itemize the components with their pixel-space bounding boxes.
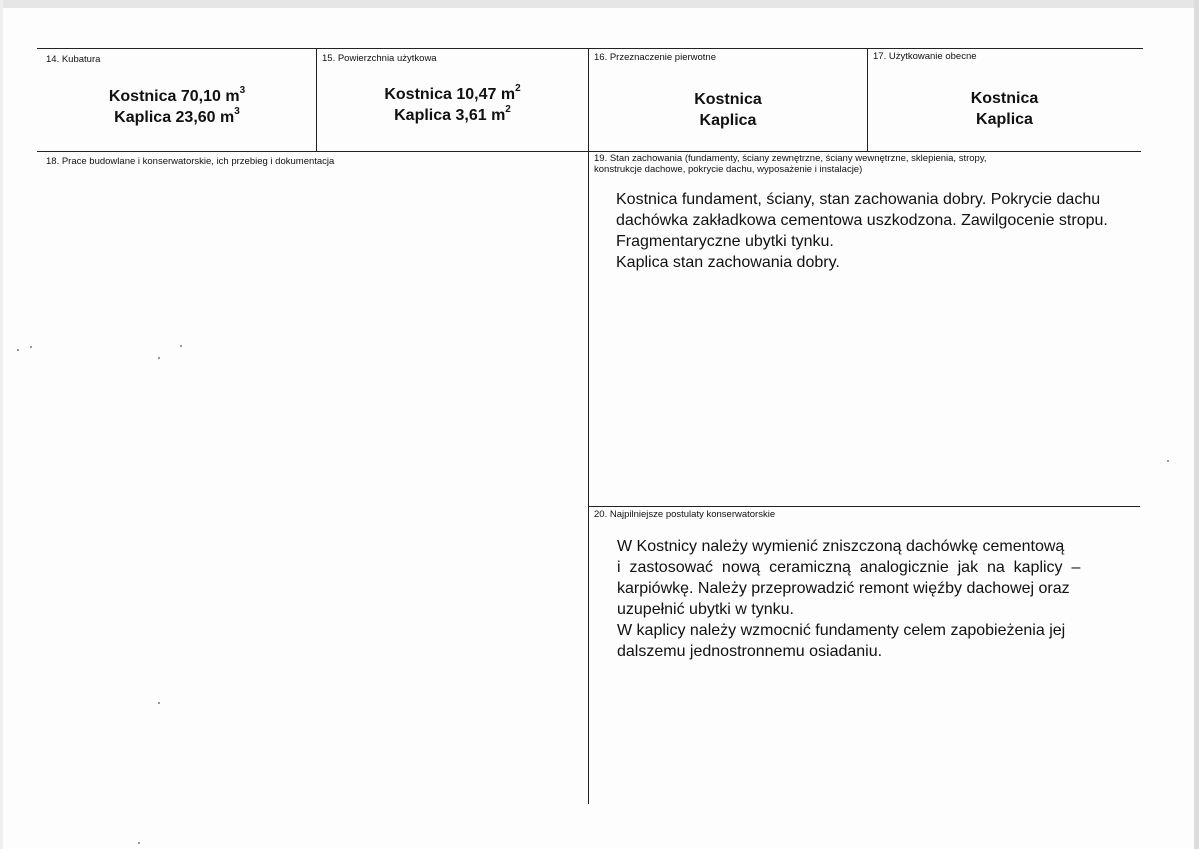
section-16-line-2: Kaplica (699, 112, 757, 129)
section-20-body (617, 536, 1107, 662)
section-14-line-2: Kaplica 23,60 $m^3$ (114, 105, 240, 126)
section-15-line-1: Kostnica 10,47 $m^2$ (384, 82, 521, 103)
scan-edge-right (1194, 0, 1199, 849)
section-18-label: 18. Prace budowlane i konserwatorskie, ich przebieg i dokumentacja (46, 156, 335, 167)
section-20-label: 20. Najpilniejsze postulaty konserwatorskie (594, 509, 776, 520)
section-14-line-1: Kostnica 70,10 $m^3$ (108, 84, 246, 105)
scan-speck (1167, 460, 1169, 462)
scan-speck (138, 842, 140, 844)
section-14-value (38, 86, 316, 128)
section-14-label: 14. Kubatura (46, 54, 101, 65)
section-17-line-2: Kaplica (976, 111, 1033, 128)
section-17-line-1: Kostnica (970, 90, 1039, 107)
section-20-line: i zastosować nową ceramiczną analogicznie jak na kaplicy – (617, 559, 1081, 576)
section-19-label (594, 153, 987, 175)
section-19-line: dachówka zakładkowa cementowa uszkodzona. Zawilgocenie stropu. (616, 212, 1108, 229)
section-20-line: W kaplicy należy wzmocnić fundamenty celem zapobieżenia jej (617, 622, 1066, 639)
section-20-line: W Kostnicy należy wymienić zniszczoną dachówkę cementową (617, 538, 1065, 555)
section-20-line: uzupełnić ubytki w tynku. (617, 601, 794, 618)
scan-speck (30, 346, 32, 348)
scan-speck (158, 357, 160, 359)
section-19-line: Kaplica stan zachowania dobry. (616, 254, 840, 271)
section-19-line: Kostnica fundament, ściany, stan zachowania dobry. Pokrycie dachu (616, 191, 1101, 208)
scan-speck (180, 345, 182, 347)
section-20-line: dalszemu jednostronnemu osiadaniu. (617, 643, 883, 660)
scan-edge-left (0, 0, 3, 849)
col-divider-main (588, 48, 589, 804)
section-20-divider (588, 506, 1140, 507)
section-19-body (616, 189, 1136, 273)
section-16-value (589, 89, 867, 131)
section-15-line-2: Kaplica 3,61 $m^2$ (394, 103, 511, 124)
section-15-value (317, 84, 588, 126)
section-19-label-line-1: 19. Stan zachowania (fundamenty, ściany zewnętrzne, ściany wewnętrzne, sklepienia, stropy, (594, 153, 987, 164)
section-19-label-line-2: konstrukcje dachowe, pokrycie dachu, wyposażenie i instalacje) (594, 164, 863, 175)
row-divider (37, 151, 1141, 152)
section-15-label: 15. Powierzchnia użytkowa (322, 53, 437, 64)
section-17-label: 17. Użytkowanie obecne (873, 51, 977, 62)
scan-speck (158, 702, 160, 704)
top-border (37, 48, 1143, 49)
section-19-line: Fragmentaryczne ubytki tynku. (616, 233, 834, 250)
section-16-label: 16. Przeznaczenie pierwotne (594, 52, 716, 63)
scan-edge-top (0, 0, 1199, 8)
section-20-line: karpiówkę. Należy przeprowadzić remont więźby dachowej oraz (617, 580, 1070, 597)
section-16-line-1: Kostnica (694, 91, 762, 108)
section-17-value (868, 88, 1141, 130)
scan-speck (17, 349, 19, 351)
